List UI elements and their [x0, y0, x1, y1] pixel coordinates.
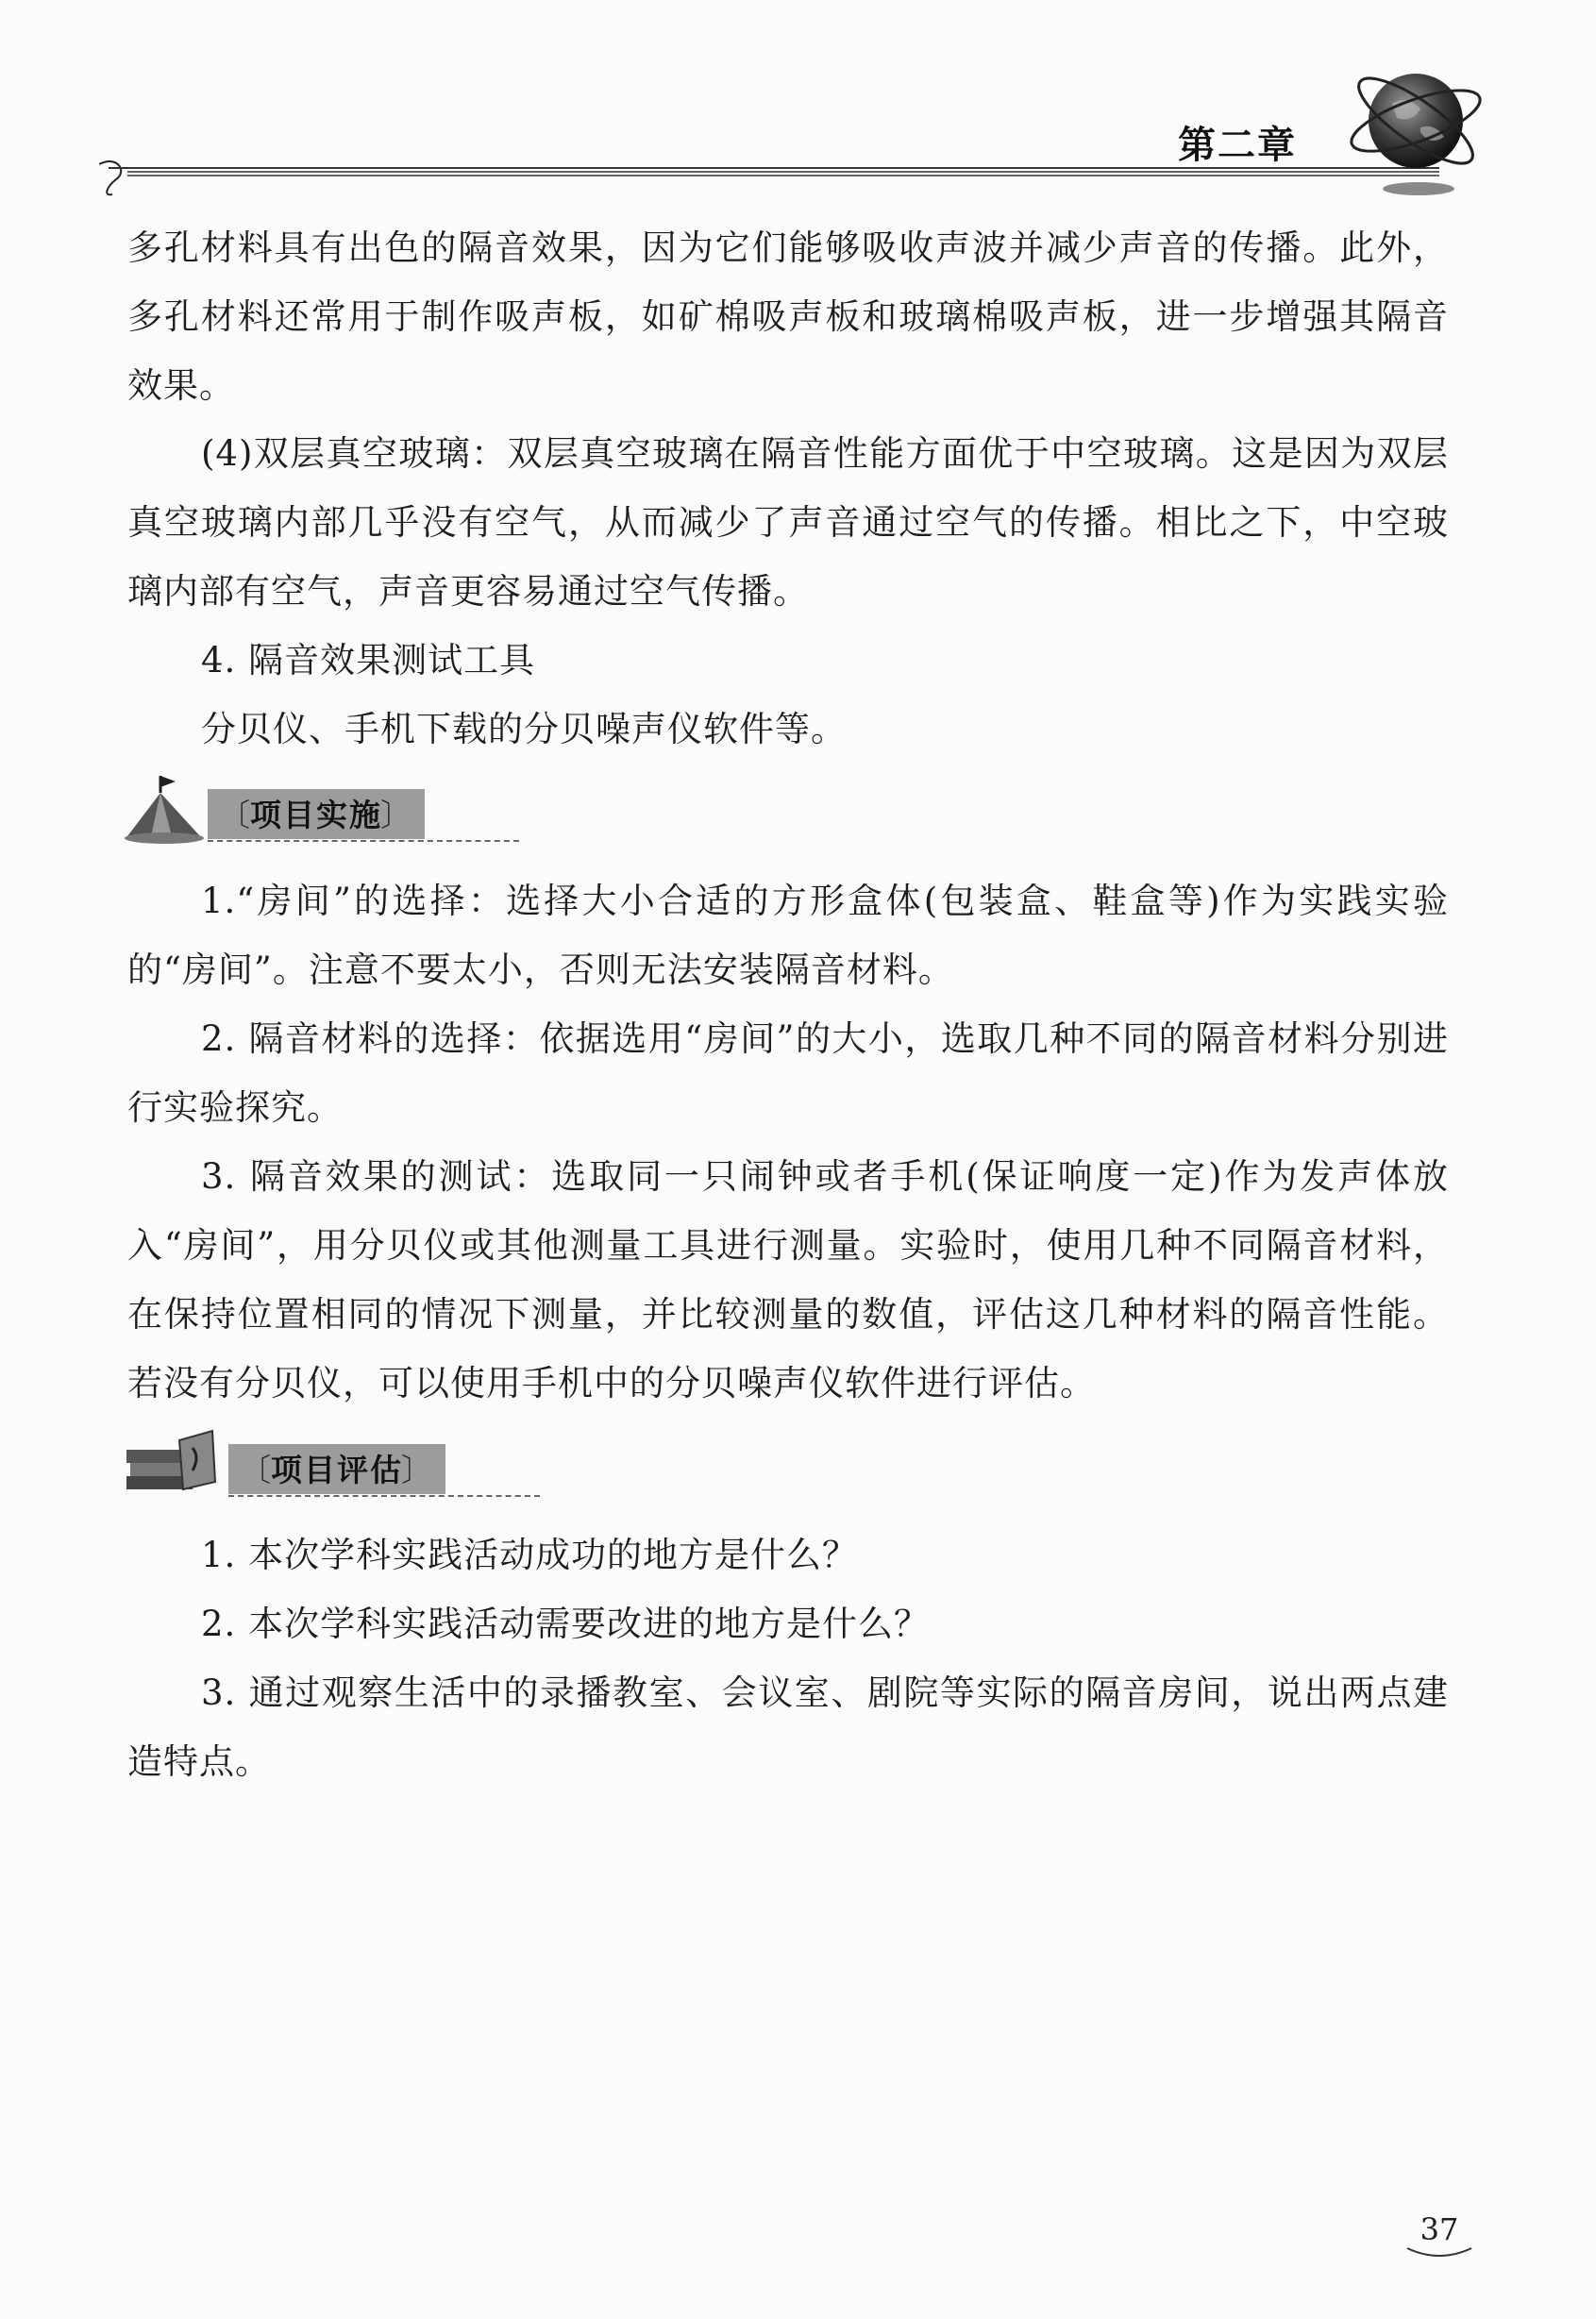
section-underline [228, 1495, 540, 1497]
paragraph-porous-material: 多孔材料具有出色的隔音效果，因为它们能够吸收声波并减少声音的传播。此外，多孔材料还常用于制作吸声板，如矿棉吸声板和玻璃棉吸声板，进一步增强其隔音效果。 [127, 227, 1449, 406]
eval-item-3: 3. 通过观察生活中的录播教室、会议室、剧院等实际的隔音房间，说出两点建造特点。 [127, 1672, 1449, 1782]
eval-item-2: 2. 本次学科实践活动需要改进的地方是什么？ [201, 1604, 931, 1644]
books-icon [123, 1427, 217, 1503]
tent-icon [123, 772, 208, 848]
eval-item-1: 1. 本次学科实践活动成功的地方是什么？ [201, 1535, 859, 1575]
section-underline [208, 840, 519, 842]
chapter-title: 第二章 [1178, 124, 1297, 167]
section-heading-evaluation [123, 1427, 519, 1503]
page-number: 37 [1420, 2211, 1459, 2247]
heading-test-tools: 4. 隔音效果测试工具 [201, 640, 536, 681]
impl-item-3: 3. 隔音效果的测试：选取同一只闹钟或者手机(保证响度一定)作为发声体放入“房间”，用分贝仪或其他测量工具进行测量。实验时，使用几种不同隔音材料，在保持位置相同的情况下测量，并比较测量的数值，评估这几种材料的隔音性能。若没有分贝仪，可以使用手机中的分贝噪声仪软件进行评估。 [127, 1156, 1449, 1403]
paragraph-vacuum-glass: (4)双层真空玻璃：双层真空玻璃在隔音性能方面优于中空玻璃。这是因为双层真空玻璃内部几乎没有空气，从而减少了声音通过空气的传播。相比之下，中空玻璃内部有空气，声音更容易通过空气传播。 [127, 433, 1449, 612]
impl-item-2: 2. 隔音材料的选择：依据选用“房间”的大小，选取几种不同的隔音材料分别进行实验探究。 [127, 1018, 1449, 1128]
globe-icon [1345, 57, 1487, 198]
paragraph-test-tools: 分贝仪、手机下载的分贝噪声仪软件等。 [201, 709, 847, 749]
section-title-implementation: 〔 项目实施 〕 [208, 789, 425, 839]
section-title-evaluation: 〔 项目评估 〕 [228, 1444, 445, 1494]
section-heading-implementation [123, 772, 519, 848]
impl-item-1: 1.“房间”的选择：选择大小合适的方形盒体(包装盒、鞋盒等)作为实践实验的“房间”。注意不要太小，否则无法安装隔音材料。 [127, 881, 1449, 990]
